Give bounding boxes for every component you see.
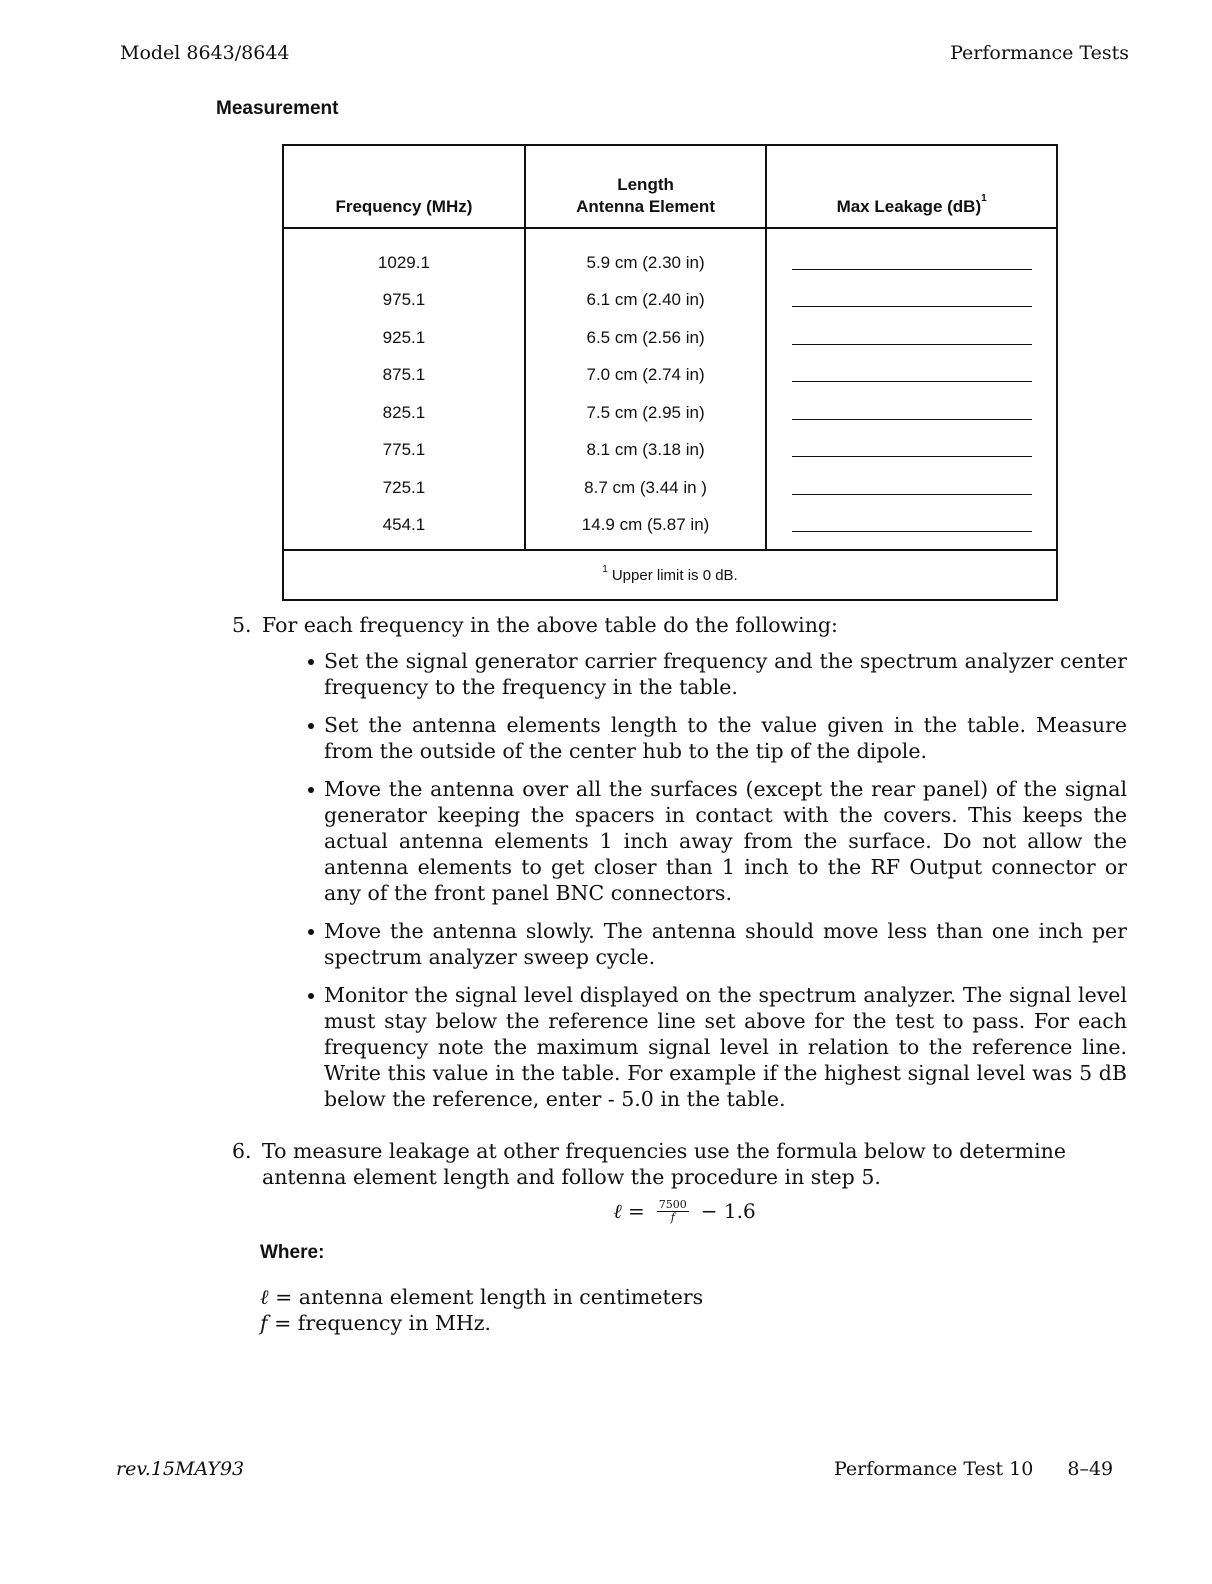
leakage-entry-line[interactable] xyxy=(792,251,1032,270)
length-cell: 8.1 cm (3.18 in) xyxy=(525,432,766,470)
table-row xyxy=(283,507,1057,551)
leakage-entry-line[interactable] xyxy=(792,363,1032,382)
where-label: Where: xyxy=(260,1242,325,1263)
formula-rhs: − 1.6 xyxy=(700,1199,756,1223)
column-header-leakage xyxy=(766,145,1057,228)
frequency-cell: 825.1 xyxy=(283,394,525,432)
step-5-number: 5. xyxy=(232,613,252,637)
table-row xyxy=(283,228,1057,282)
frequency-cell: 454.1 xyxy=(283,507,525,551)
footer-page-info xyxy=(834,1458,1113,1480)
footer-test-name: Performance Test 10 xyxy=(834,1458,1034,1480)
definition-symbol: ℓ xyxy=(260,1285,269,1309)
column-header-length-line1: Length xyxy=(617,175,674,194)
measurement-title: Measurement xyxy=(216,98,339,119)
length-cell: 7.0 cm (2.74 in) xyxy=(525,357,766,395)
formula-denominator: f xyxy=(670,1210,675,1224)
table-row xyxy=(283,319,1057,357)
length-formula xyxy=(232,1198,1127,1224)
leakage-entry-cell xyxy=(766,282,1057,320)
leakage-entry-line[interactable] xyxy=(792,476,1032,495)
table-footnote xyxy=(283,550,1057,600)
step-5-bullet-list xyxy=(262,648,1127,1112)
frequency-cell: 1029.1 xyxy=(283,228,525,282)
footer-revision: rev.15MAY93 xyxy=(116,1458,245,1480)
table-row xyxy=(283,432,1057,470)
step-6 xyxy=(232,1138,1127,1190)
bullet-item: Set the antenna elements length to the value given in the table. Measure from the outside of the center hub to the tip of the dipole. xyxy=(308,712,1127,764)
frequency-cell: 975.1 xyxy=(283,282,525,320)
leakage-entry-cell xyxy=(766,228,1057,282)
step-6-number: 6. xyxy=(232,1139,252,1163)
frequency-cell: 725.1 xyxy=(283,469,525,507)
footer-page-number: 8–49 xyxy=(1067,1458,1114,1480)
leakage-entry-cell xyxy=(766,507,1057,551)
column-header-length xyxy=(525,145,766,228)
leakage-entry-cell xyxy=(766,357,1057,395)
footnote-text: Upper limit is 0 dB. xyxy=(611,566,738,584)
step-6-text: To measure leakage at other frequencies use the formula below to determine antenna element length and follow the procedure in step 5. xyxy=(262,1139,1067,1189)
formula-numerator: 7500 xyxy=(658,1197,687,1211)
procedure-text xyxy=(232,612,1127,1336)
length-cell: 7.5 cm (2.95 in) xyxy=(525,394,766,432)
leakage-entry-cell xyxy=(766,319,1057,357)
formula-lhs: ℓ = xyxy=(613,1199,645,1223)
length-cell: 8.7 cm (3.44 in ) xyxy=(525,469,766,507)
table-row xyxy=(283,394,1057,432)
definition-length xyxy=(260,1284,1127,1310)
table-header-row xyxy=(283,145,1057,228)
column-header-length-line2: Antenna Element xyxy=(576,197,715,216)
length-cell: 14.9 cm (5.87 in) xyxy=(525,507,766,551)
definition-text: = antenna element length in centimeters xyxy=(268,1285,704,1309)
header-model: Model 8643/8644 xyxy=(120,42,290,64)
length-cell: 6.5 cm (2.56 in) xyxy=(525,319,766,357)
bullet-item: Move the antenna over all the surfaces (except the rear panel) of the signal generator keeping the spacers in contact with the covers. This keeps the actual antenna elements 1 inch away from the surface. Do not allow the antenna elements to get closer than 1 inch to the RF Output connector or any of the front panel BNC connectors. xyxy=(308,776,1127,906)
definition-text: = frequency in MHz. xyxy=(267,1311,492,1335)
leakage-entry-cell xyxy=(766,432,1057,470)
variable-definitions xyxy=(260,1284,1127,1336)
definition-frequency xyxy=(260,1310,1127,1336)
bullet-item: Move the antenna slowly. The antenna should move less than one inch per spectrum analyzer sweep cycle. xyxy=(308,918,1127,970)
measurement-table xyxy=(282,144,1058,601)
formula-fraction xyxy=(657,1199,689,1224)
frequency-cell: 875.1 xyxy=(283,357,525,395)
leakage-entry-line[interactable] xyxy=(792,326,1032,345)
frequency-cell: 775.1 xyxy=(283,432,525,470)
leakage-entry-cell xyxy=(766,469,1057,507)
table-row xyxy=(283,357,1057,395)
column-header-frequency: Frequency (MHz) xyxy=(283,145,525,228)
leakage-entry-line[interactable] xyxy=(792,401,1032,420)
bullet-item: Monitor the signal level displayed on the spectrum analyzer. The signal level must stay below the reference line set above for the test to pass. For each frequency note the maximum signal level in relation to the reference line. Write this value in the table. For example if the highest signal level was 5 dB below the reference, enter - 5.0 in the table. xyxy=(308,982,1127,1112)
bullet-item: Set the signal generator carrier frequency and the spectrum analyzer center frequency to the frequency in the table. xyxy=(308,648,1127,700)
table-row xyxy=(283,469,1057,507)
frequency-cell: 925.1 xyxy=(283,319,525,357)
definition-symbol: f xyxy=(260,1311,268,1335)
column-header-leakage-footnote-mark: 1 xyxy=(981,193,987,204)
leakage-entry-cell xyxy=(766,394,1057,432)
step-5 xyxy=(232,612,1127,1124)
step-5-text: For each frequency in the above table do the following: xyxy=(262,613,838,637)
leakage-entry-line[interactable] xyxy=(792,513,1032,532)
table-footnote-row xyxy=(283,550,1057,600)
header-section: Performance Tests xyxy=(950,42,1129,64)
table-row xyxy=(283,282,1057,320)
length-cell: 5.9 cm (2.30 in) xyxy=(525,228,766,282)
length-cell: 6.1 cm (2.40 in) xyxy=(525,282,766,320)
leakage-entry-line[interactable] xyxy=(792,438,1032,457)
leakage-entry-line[interactable] xyxy=(792,288,1032,307)
footnote-mark: 1 xyxy=(602,563,608,575)
column-header-leakage-label: Max Leakage (dB) xyxy=(836,197,982,216)
